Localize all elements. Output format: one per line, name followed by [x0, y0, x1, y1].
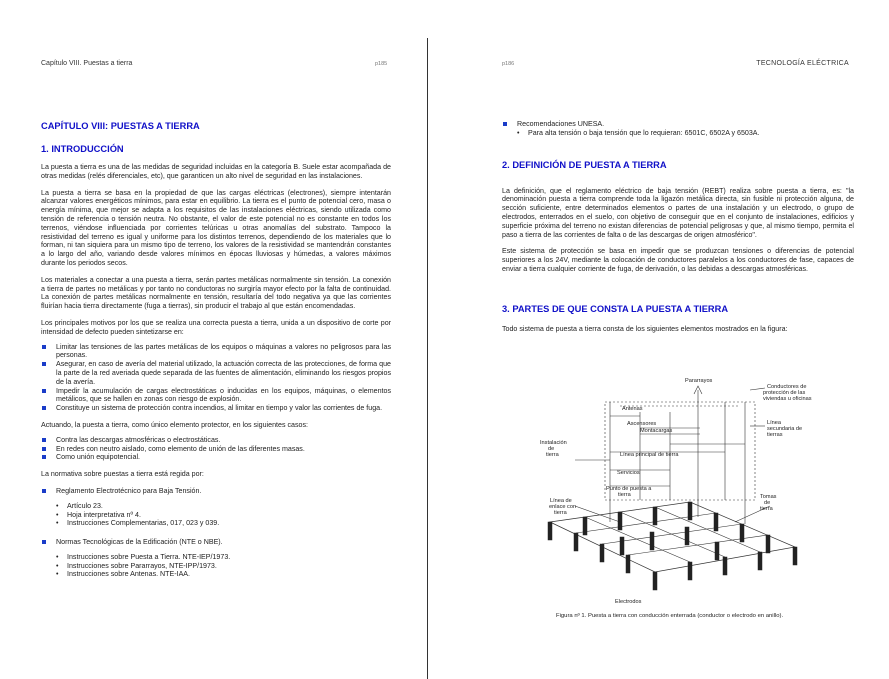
list-item: En redes con neutro aislado, como elemento de unión de las diferentes masas.	[41, 445, 391, 454]
label-electrodos: Electrodos	[615, 599, 642, 605]
grounding-diagram	[470, 372, 850, 622]
list-item: Asegurar, en caso de avería del material utilizado, la actuación correcta de las protecciones, de forma que la parte de la red averiada quede separada de las fuentes de alimentación, eliminando los riesgos propios de la avería.	[41, 360, 391, 386]
list-item: Limitar las tensiones de las partes metálicas de los equipos o máquinas a valores no peligrosos para las personas.	[41, 343, 391, 361]
right-content	[502, 120, 854, 334]
label-linea-enlace-2: enlace con	[549, 504, 577, 510]
intro-paragraph-2: La puesta a tierra se basa en la propiedad de que las cargas eléctricas (electrones), siempre intentarán alcanzar valores energéticos mínimos, para estar en equilibrio. La tierra es el punto de potencial cero, masa o energía mínima, que mejor se adapta a los requisitos de las instalaciones eléctricas, siendo utilizada como tensión de referencia o tensión neutra. No obstante, el valor de este potencial no es constante en todos los terrenos, viéndose influenciada por corrientes telúricas u otras anomalías del substrato. Tampoco la resistividad del terreno es igual y uniforme para los distintos terrenos, dependiendo de los materiales que lo forman, ni tan siquiera para un mismo tipo de terreno, los valores de la resistividad se mantendrán constantes a lo largo del año, variando desde valores mínimos en épocas lluviosas y húmedas, a valores máximos durante los periodos secos.	[41, 188, 391, 267]
label-linea-enlace-1: Línea de	[550, 498, 572, 504]
sub-list-item: • Hoja interpretativa nº 4.	[56, 511, 391, 520]
label-linea-enlace-3: tierra	[554, 510, 567, 516]
parts-intro: Todo sistema de puesta a tierra consta de los siguientes elementos mostrados en la figura:	[502, 324, 788, 333]
label-ascensores: Ascensores	[627, 421, 657, 427]
sub-list	[517, 129, 854, 138]
left-page-header: Capítulo VIII. Puestas a tierra	[41, 60, 133, 67]
left-page	[0, 0, 428, 679]
unesa-list	[502, 120, 854, 138]
label-punto-2: tierra	[618, 492, 631, 498]
label-conductores-3: viviendas u oficinas	[763, 396, 812, 402]
figure-caption: Figura nº 1. Puesta a tierra con conducción enterrada (conductor o electrodo en anillo).	[556, 613, 784, 619]
label-linea-secundaria-3: tierras	[767, 432, 783, 438]
label-linea-secundaria-2: secundaria de	[767, 426, 803, 432]
list-item: Contra las descargas atmosféricas o electrostáticas.	[41, 436, 391, 445]
sub-list-item: • Instrucciones sobre Puesta a Tierra. NTE-IEP/1973.	[56, 553, 391, 562]
sub-list-item: • Instrucciones Complementarias, 017, 023 y 039.	[56, 519, 391, 528]
label-instalacion-3: tierra	[546, 452, 559, 458]
list-item: Impedir la acumulación de cargas electrostáticas o inducidas en los equipos, máquinas, o elementos metálicos, que se hallen en zonas con riesgo de explosión.	[41, 387, 391, 405]
label-instalacion-2: de	[548, 446, 555, 452]
casos-list	[41, 436, 391, 462]
sub-list	[56, 502, 391, 528]
sub-list-item: • Artículo 23.	[56, 502, 391, 511]
intro-paragraph-6: La normativa sobre puestas a tierra está regida por:	[41, 470, 204, 479]
sub-list-item: • Instrucciones sobre Pararrayos, NTE-IPP/1973.	[56, 562, 391, 571]
right-page-number: p186	[502, 61, 515, 67]
motivos-list	[41, 343, 391, 413]
intro-paragraph-1: La puesta a tierra es una de las medidas de seguridad incluidas en la categoría B. Suele estar acompañada de otras medidas (relés diferenciales, etc), que garanticen un alto nivel de seguridad en las instalaciones.	[41, 163, 391, 180]
label-conductores-1: Conductores de	[767, 384, 807, 390]
list-item: Constituye un sistema de protección contra incendios, al limitar en tiempo y valor las corrientes de fuga.	[41, 404, 391, 413]
list-item	[502, 120, 854, 138]
right-page-header: TECNOLOGÍA ELÉCTRICA	[756, 60, 849, 67]
electrodes-group	[548, 502, 797, 590]
list-item	[41, 538, 391, 579]
unesa-label: Recomendaciones UNESA.	[517, 120, 605, 128]
normativa-list	[41, 487, 391, 579]
definition-paragraph-2: Este sistema de protección se basa en impedir que se produzcan tensiones o diferencias de potencial superiores a los 24V, mediante la colocación de conductores paralelos a los conductores de fase, capaces de enviar a tierra cualquier corriente de fuga, de derivación, o las debidas a descargas atmosféricas.	[502, 247, 854, 273]
intro-paragraph-3: Los materiales a conectar a una puesta a tierra, serán partes metálicas normalmente sin tensión. La conexión a tierra de partes no metálicas y por tanto no conductoras no surgiría mayor efecto por la falta de continuidad. La conexión de partes metálicas normalmente en tensión, resultaría del todo negativa ya que las corrientes fluirían hacia tierra directamente (fuga a tierras), sin producir el trabajo al que están encomendadas.	[41, 275, 391, 311]
sub-list	[56, 553, 391, 579]
left-content	[41, 121, 391, 579]
sub-list-item: • Instrucciones sobre Antenas. NTE-IAA.	[56, 570, 391, 579]
section-3-title: 3. PARTES DE QUE CONSTA LA PUESTA A TIERRA	[502, 303, 729, 314]
section-1-title: 1. INTRODUCCIÓN	[41, 144, 124, 154]
list-item	[41, 487, 391, 528]
label-instalacion-1: Instalación	[540, 440, 567, 446]
section-2-title: 2. DEFINICIÓN DE PUESTA A TIERRA	[502, 159, 667, 170]
list-item: Como unión equipotencial.	[41, 453, 391, 462]
label-tomas-1: Tomas	[760, 494, 777, 500]
label-punto-1: Punto de puesta a	[606, 486, 652, 492]
label-pararrayos: Pararrayos	[685, 378, 713, 384]
label-montacargas: Montacargas	[640, 428, 673, 434]
label-tomas-3: tierra	[760, 506, 773, 512]
sub-list-item: • Para alta tensión o baja tensión que lo requieran: 6501C, 6502A y 6503A.	[517, 129, 854, 138]
left-page-number: p185	[375, 61, 388, 67]
label-antenas: Antenas	[622, 406, 643, 412]
intro-paragraph-4: Los principales motivos por los que se realiza una correcta puesta a tierra, unida a un dispositivo de corte por intensidad de defecto pueden sintetizarse en:	[41, 318, 391, 336]
label-servicios: Servicios	[617, 470, 640, 476]
label-tomas-2: de	[764, 500, 771, 506]
grounding-figure	[470, 372, 850, 622]
definition-paragraph-1: La definición, que el reglamento eléctrico de baja tensión (REBT) realiza sobre puesta a tierra, es: "la denominación puesta a tierra comprende toda la ligazón metálica directa, sin fusible ni protección alguna, de sección suficiente, entre determinados elementos o partes de una instalación y un electrodo, o grupo de electrodos, enterrados en el suelo, con objetivo de conseguir que en el conjunto de instalaciones, edificios y superficie próxima del terreno no existan diferencias de potencial peligrosas y que, al mismo tiempo, permita el paso a tierra de las corrientes de falta o de las descargas de origen atmosférico".	[502, 186, 854, 239]
normativa-label: Reglamento Electrotécnico para Baja Tensión.	[56, 486, 202, 495]
chapter-title: CAPÍTULO VIII: PUESTAS A TIERRA	[41, 121, 200, 131]
label-linea-principal: Línea principal de tierra	[620, 452, 679, 458]
normativa-label: Normas Tecnológicas de la Edificación (NTE o NBE).	[56, 538, 223, 547]
label-conductores-2: protección de las	[763, 390, 806, 396]
label-linea-secundaria-1: Línea	[767, 420, 781, 426]
intro-paragraph-5: Actuando, la puesta a tierra, como único elemento protector, en los siguientes casos:	[41, 420, 308, 429]
